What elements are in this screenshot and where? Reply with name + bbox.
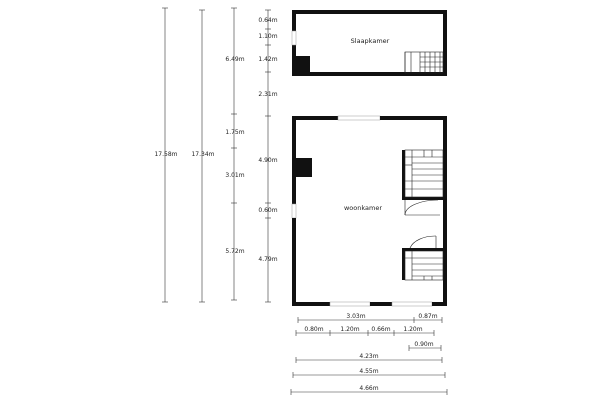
lower-floor [292, 116, 447, 306]
room-label-woonkamer: woonkamer [343, 204, 383, 212]
dim-row6: 4.66m [359, 385, 379, 392]
horizontal-dimensions [291, 313, 447, 395]
dim-upper-section: 6.49m [225, 56, 245, 63]
lower-window-bottom-1 [330, 302, 370, 306]
dim-inner-d4: 2.31m [258, 91, 278, 98]
dim-row3: 0.90m [414, 341, 434, 348]
dim-total-outer: 17.58m [154, 151, 178, 158]
lower-window-top [338, 116, 380, 120]
dim-row2-b: 1.20m [340, 326, 360, 333]
lower-window-bottom-2 [392, 302, 432, 306]
lower-wall-bottom-1 [292, 302, 330, 306]
dim-row1-a: 3.03m [346, 313, 366, 320]
upper-window-left [292, 31, 296, 45]
lower-chimney [296, 158, 312, 177]
lower-wall-left-lower [292, 218, 296, 306]
lower-wall-bottom-2 [370, 302, 392, 306]
lower-window-left [292, 204, 296, 218]
lower-stair-upper [402, 150, 443, 200]
dim-middle-b: 3.01m [225, 172, 245, 179]
upper-chimney [296, 56, 310, 73]
lower-wall-bottom-3 [432, 302, 447, 306]
dim-middle-a: 1.75m [225, 129, 245, 136]
upper-stair [405, 52, 443, 73]
dim-inner-d7: 4.79m [258, 256, 278, 263]
vertical-dimensions [154, 8, 277, 302]
dim-lower-section: 5.72m [225, 248, 245, 255]
lower-wall-right [443, 116, 447, 306]
dim-row2-c: 0.66m [371, 326, 391, 333]
dim-row4: 4.23m [359, 353, 379, 360]
dim-inner-d5: 4.90m [258, 157, 278, 164]
dim-inner-d3: 1.42m [258, 56, 278, 63]
upper-wall-bottom [292, 72, 447, 76]
lower-door [405, 200, 440, 215]
dim-total-inner: 17.34m [191, 151, 215, 158]
dim-inner-d1: 0.64m [258, 17, 278, 24]
dim-inner-d6: 0.60m [258, 207, 278, 214]
upper-wall-top [292, 10, 447, 14]
dim-row2-a: 0.80m [304, 326, 324, 333]
dim-row2-d: 1.20m [403, 326, 423, 333]
upper-wall-right [443, 10, 447, 76]
upper-floor [292, 10, 447, 76]
lower-wall-left-upper [292, 116, 296, 204]
dim-row1-b: 0.87m [418, 313, 438, 320]
lower-wall-top-right [380, 116, 447, 120]
dim-inner-d2: 1.10m [258, 33, 278, 40]
lower-stair-lower [402, 236, 443, 280]
dim-row5: 4.55m [359, 368, 379, 375]
lower-wall-top-left [292, 116, 338, 120]
room-label-slaapkamer: Slaapkamer [350, 37, 390, 45]
